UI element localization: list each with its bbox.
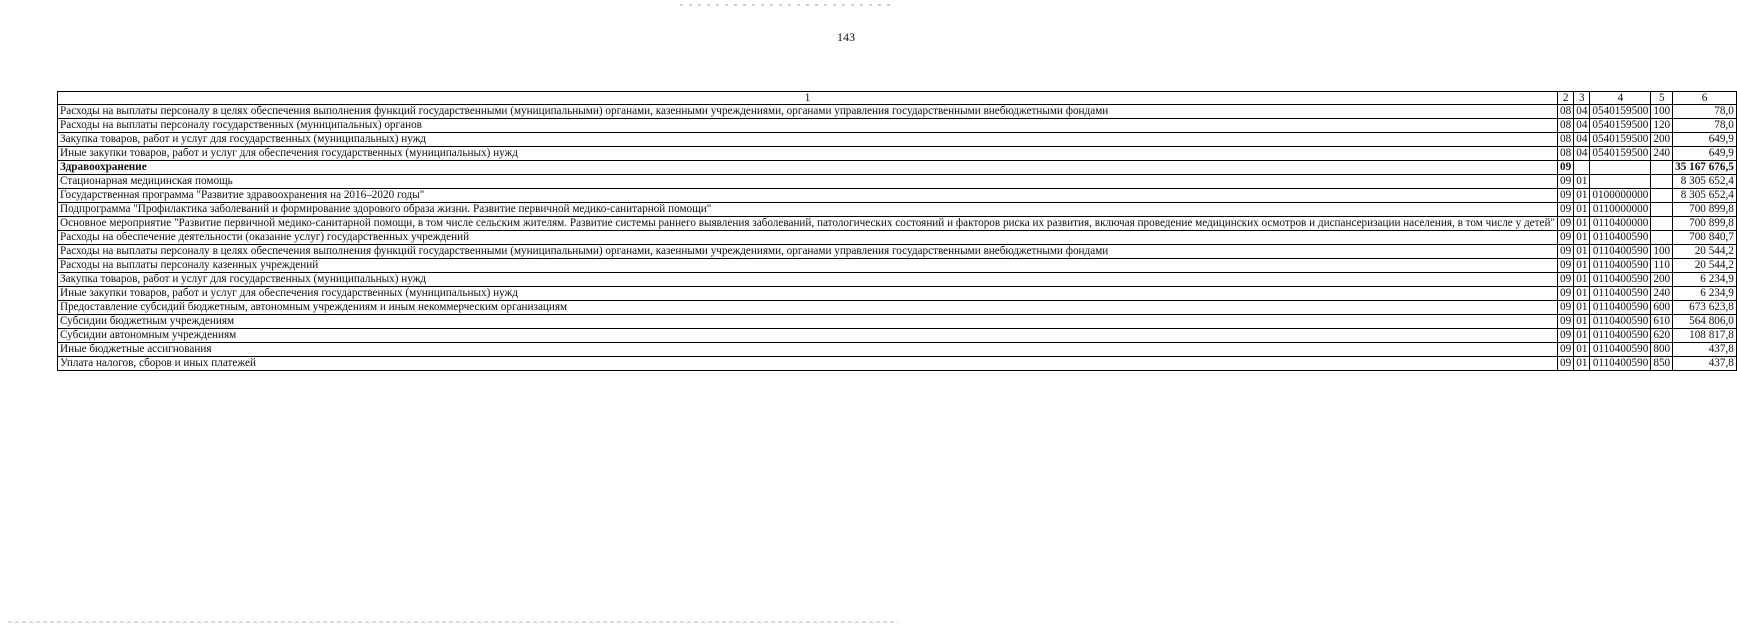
row-target-code: 0110400590 [1590, 329, 1651, 343]
row-sum: 700 899,8 [1673, 203, 1737, 217]
table-row [58, 119, 1737, 133]
row-expense-type: 240 [1651, 147, 1673, 161]
scan-noise [8, 621, 898, 623]
row-sum: 78,0 [1673, 105, 1737, 119]
row-name: Иные закупки товаров, работ и услуг для обеспечения государственных (муниципальных) нужд [58, 287, 1558, 301]
row-name: Субсидии бюджетным учреждениям [58, 315, 1558, 329]
column-header-target: 4 [1590, 92, 1651, 105]
row-subsection: 01 [1574, 329, 1590, 343]
row-section: 09 [1558, 343, 1574, 357]
row-name: Субсидии автономным учреждениям [58, 329, 1558, 343]
row-subsection: 04 [1574, 105, 1590, 119]
row-target-code [1590, 175, 1651, 189]
page-number: 143 [837, 30, 855, 44]
row-expense-type: 120 [1651, 119, 1673, 133]
row-target-code: 0110400000 [1590, 217, 1651, 231]
row-subsection: 01 [1574, 301, 1590, 315]
row-sum: 700 899,8 [1673, 217, 1737, 231]
row-subsection: 01 [1574, 203, 1590, 217]
row-subsection: 01 [1574, 273, 1590, 287]
row-sum: 108 817,8 [1673, 329, 1737, 343]
row-expense-type: 100 [1651, 245, 1673, 259]
row-expense-type: 200 [1651, 273, 1673, 287]
row-subsection [1574, 161, 1590, 175]
row-section: 09 [1558, 301, 1574, 315]
column-header-sum: 6 [1673, 92, 1737, 105]
table-body [58, 105, 1737, 371]
table-row [58, 259, 1737, 273]
row-target-code: 0540159500 [1590, 105, 1651, 119]
row-name: Предоставление субсидий бюджетным, автономным учреждениям и иным некоммерческим организациям [58, 301, 1558, 315]
table-row [58, 245, 1737, 259]
row-target-code: 0110400590 [1590, 287, 1651, 301]
row-expense-type [1651, 189, 1673, 203]
row-subsection: 01 [1574, 175, 1590, 189]
row-name: Расходы на выплаты персоналу государственных (муниципальных) органов [58, 119, 1558, 133]
row-name: Иные закупки товаров, работ и услуг для обеспечения государственных (муниципальных) нужд [58, 147, 1558, 161]
row-sum: 35 167 676,5 [1673, 161, 1737, 175]
table-header-row [58, 92, 1737, 105]
row-name: Закупка товаров, работ и услуг для государственных (муниципальных) нужд [58, 273, 1558, 287]
row-expense-type: 240 [1651, 287, 1673, 301]
row-subsection: 01 [1574, 217, 1590, 231]
row-name: Расходы на выплаты персоналу в целях обеспечения выполнения функций государственными (муниципальными) органами, казенными учреждениями, органами управления государственными внебюджетными фондами [58, 105, 1558, 119]
table-row [58, 105, 1737, 119]
row-section: 09 [1558, 231, 1574, 245]
row-sum: 6 234,9 [1673, 287, 1737, 301]
table-row [58, 357, 1737, 371]
row-subsection: 01 [1574, 189, 1590, 203]
row-sum: 20 544,2 [1673, 259, 1737, 273]
column-header-section: 2 [1558, 92, 1574, 105]
table-row [58, 203, 1737, 217]
table-row [58, 315, 1737, 329]
row-section: 08 [1558, 119, 1574, 133]
row-expense-type [1651, 175, 1673, 189]
row-sum: 564 806,0 [1673, 315, 1737, 329]
row-section: 08 [1558, 133, 1574, 147]
row-section: 09 [1558, 175, 1574, 189]
row-target-code: 0110400590 [1590, 315, 1651, 329]
row-sum: 78,0 [1673, 119, 1737, 133]
row-sum: 437,8 [1673, 357, 1737, 371]
table-row [58, 343, 1737, 357]
row-sum: 673 623,8 [1673, 301, 1737, 315]
row-target-code: 0110400590 [1590, 343, 1651, 357]
table-row [58, 175, 1737, 189]
table-row [58, 133, 1737, 147]
row-section: 09 [1558, 245, 1574, 259]
table-row [58, 301, 1737, 315]
row-sum: 649,9 [1673, 133, 1737, 147]
row-name: Закупка товаров, работ и услуг для государственных (муниципальных) нужд [58, 133, 1558, 147]
table-row [58, 189, 1737, 203]
row-section: 09 [1558, 189, 1574, 203]
row-expense-type: 110 [1651, 259, 1673, 273]
row-section: 08 [1558, 105, 1574, 119]
row-target-code [1590, 161, 1651, 175]
row-name: Государственная программа "Развитие здравоохранения на 2016–2020 годы" [58, 189, 1558, 203]
row-expense-type: 100 [1651, 105, 1673, 119]
row-expense-type [1651, 203, 1673, 217]
row-subsection: 01 [1574, 245, 1590, 259]
scan-noise [680, 4, 890, 6]
row-subsection: 01 [1574, 357, 1590, 371]
row-expense-type [1651, 231, 1673, 245]
row-subsection: 04 [1574, 119, 1590, 133]
row-name: Уплата налогов, сборов и иных платежей [58, 357, 1558, 371]
row-target-code: 0110400590 [1590, 357, 1651, 371]
row-expense-type: 610 [1651, 315, 1673, 329]
row-section: 09 [1558, 273, 1574, 287]
row-name: Стационарная медицинская помощь [58, 175, 1558, 189]
row-section: 09 [1558, 357, 1574, 371]
column-header-subsection: 3 [1574, 92, 1590, 105]
row-target-code: 0110400590 [1590, 259, 1651, 273]
row-section: 09 [1558, 161, 1574, 175]
row-expense-type: 800 [1651, 343, 1673, 357]
row-sum: 20 544,2 [1673, 245, 1737, 259]
table-row [58, 329, 1737, 343]
row-expense-type: 850 [1651, 357, 1673, 371]
row-target-code: 0110000000 [1590, 203, 1651, 217]
row-target-code: 0110400590 [1590, 301, 1651, 315]
row-subsection: 01 [1574, 315, 1590, 329]
table-row [58, 217, 1737, 231]
row-section: 09 [1558, 217, 1574, 231]
row-subsection: 01 [1574, 231, 1590, 245]
row-target-code: 0540159500 [1590, 119, 1651, 133]
row-subsection: 01 [1574, 287, 1590, 301]
row-target-code: 0110400590 [1590, 245, 1651, 259]
row-expense-type: 600 [1651, 301, 1673, 315]
row-section: 09 [1558, 259, 1574, 273]
row-sum: 437,8 [1673, 343, 1737, 357]
column-header-name: 1 [58, 92, 1558, 105]
row-expense-type [1651, 161, 1673, 175]
row-section: 08 [1558, 147, 1574, 161]
row-name: Расходы на выплаты персоналу казенных учреждений [58, 259, 1558, 273]
table-row [58, 161, 1737, 175]
row-section: 09 [1558, 329, 1574, 343]
row-name: Здравоохранение [58, 161, 1558, 175]
row-name: Расходы на обеспечение деятельности (оказание услуг) государственных учреждений [58, 231, 1558, 245]
row-target-code: 0540159500 [1590, 133, 1651, 147]
row-sum: 8 305 652,4 [1673, 189, 1737, 203]
row-name: Подпрограмма "Профилактика заболеваний и формирование здорового образа жизни. Развитие первичной медико-санитарной помощи" [58, 203, 1558, 217]
row-subsection: 04 [1574, 133, 1590, 147]
row-expense-type [1651, 217, 1673, 231]
row-sum: 6 234,9 [1673, 273, 1737, 287]
row-target-code: 0110400590 [1590, 231, 1651, 245]
row-sum: 700 840,7 [1673, 231, 1737, 245]
row-expense-type: 200 [1651, 133, 1673, 147]
row-sum: 649,9 [1673, 147, 1737, 161]
row-expense-type: 620 [1651, 329, 1673, 343]
table-row [58, 287, 1737, 301]
row-name: Основное мероприятие "Развитие первичной медико-санитарной помощи, в том числе сельским жителям. Развитие системы раннего выявления заболеваний, патологических состояний и факторов риска их развития, включая проведение медицинских осмотров и диспансеризации населения, в том числе у детей" [58, 217, 1558, 231]
row-target-code: 0540159500 [1590, 147, 1651, 161]
row-subsection: 01 [1574, 259, 1590, 273]
row-name: Расходы на выплаты персоналу в целях обеспечения выполнения функций государственными (муниципальными) органами, казенными учреждениями, органами управления государственными внебюджетными фондами [58, 245, 1558, 259]
column-header-expense-type: 5 [1651, 92, 1673, 105]
row-section: 09 [1558, 287, 1574, 301]
row-section: 09 [1558, 315, 1574, 329]
row-target-code: 0110400590 [1590, 273, 1651, 287]
row-section: 09 [1558, 203, 1574, 217]
table-row [58, 273, 1737, 287]
budget-table [57, 91, 1737, 371]
row-target-code: 0100000000 [1590, 189, 1651, 203]
row-subsection: 04 [1574, 147, 1590, 161]
table-row [58, 231, 1737, 245]
row-sum: 8 305 652,4 [1673, 175, 1737, 189]
row-subsection: 01 [1574, 343, 1590, 357]
table-row [58, 147, 1737, 161]
row-name: Иные бюджетные ассигнования [58, 343, 1558, 357]
